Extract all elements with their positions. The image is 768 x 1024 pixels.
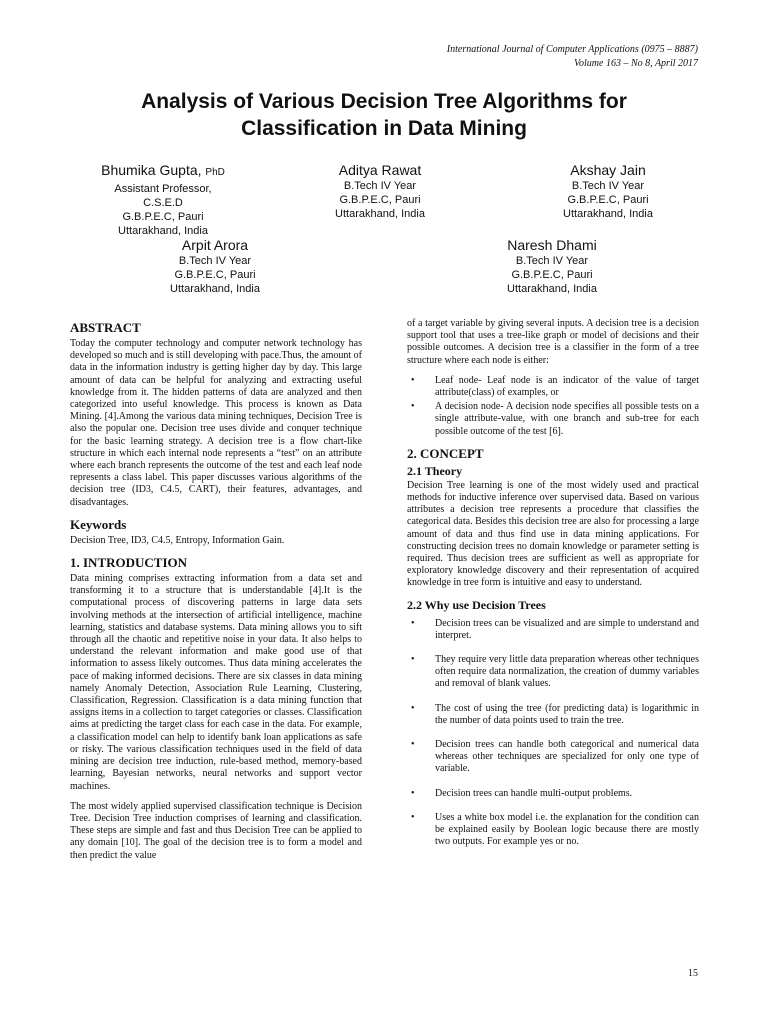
list-item: • Leaf node- Leaf node is an indicator of the value of target attribute(class) of examples, or — [411, 374, 699, 399]
author-affiliation: G.B.P.E.C, Pauri — [174, 269, 256, 281]
list-item: • Uses a white box model i.e. the explanation for the condition can be explained easily by Boolean logic because there are mostly two outputs. For example yes or no. — [411, 811, 699, 848]
title-line-2: Classification in Data Mining — [241, 117, 527, 140]
author-name: Akshay Jain — [570, 162, 646, 178]
title-line-1: Analysis of Various Decision Tree Algorithms for — [141, 90, 627, 113]
abstract-heading: ABSTRACT — [70, 320, 141, 335]
bullet-icon: • — [411, 702, 415, 714]
author-affiliation: G.B.P.E.C, Pauri — [511, 269, 593, 281]
bullet-icon: • — [411, 401, 415, 413]
bullet-icon: • — [411, 787, 415, 799]
author-affiliation: B.Tech IV Year — [571, 180, 645, 192]
author-affiliation: Uttarakhand, India — [507, 283, 597, 295]
journal-header — [447, 43, 698, 71]
bullet-icon: • — [411, 617, 415, 629]
list-item: • Decision trees can handle both categorical and numerical data whereas other techniques are specialized for only one type of variable. — [411, 739, 699, 775]
keywords-heading: Keywords — [70, 516, 127, 532]
author-affiliation: Uttarakhand, India — [170, 283, 260, 295]
author-affiliation: Uttarakhand, India — [335, 208, 425, 220]
author-affiliation: G.B.P.E.C, Pauri — [339, 194, 421, 206]
bullet-icon: • — [411, 654, 415, 666]
author-affiliation: Uttarakhand, India — [118, 225, 208, 237]
introduction-paragraph: Data mining comprises extracting information from a data set and transforming it to a structure that is understandable [4].It is the computational process of discovering patterns in large data sets involving methods at the intersection of artificial intelligence, machine learning, statistics and database systems. Data mining allows you to sift through all the chaotic and repetitive noise in your data. It also helps to understand the relevant information and make good use of that information to assess likely outcomes. Thus data mining accelerates the pace of making informed decisions. There are six classes in data mining namely Anomaly Detection, Association Rule Learning, Clustering, Classification, Regression. Classification is a data mining function that assigns items in a collection to target categories or classes. Classification aims at predicting the target class for each case in the data. For example, a classification model can help to identify bank loan applications as safe or risky. The various classification techniques used in the field of data mining are decision tree induction, rule-based method, memory-based learning, Bayesian networks, neural networks and support vector machines. — [70, 573, 362, 792]
list-item: • The cost of using the tree (for predicting data) is logarithmic in the number of data points used to train the tree. — [411, 702, 699, 726]
keywords-text: Decision Tree, ID3, C4.5, Entropy, Information Gain. — [70, 534, 285, 546]
author-name: Naresh Dhami — [507, 237, 597, 253]
left-column — [70, 318, 362, 870]
right-column — [407, 318, 699, 861]
bullet-icon: • — [411, 739, 415, 751]
author-affiliation: B.Tech IV Year — [515, 255, 589, 267]
author-affiliation: G.B.P.E.C, Pauri — [122, 211, 204, 223]
continued-paragraph: of a target variable by giving several inputs. A decision tree is a decision support tool that uses a tree-like graph or model of decisions and their possible outcomes. A decision tree is a classifier in the form of a tree structure where each node is either: — [407, 318, 699, 366]
bullet-icon: • — [411, 374, 415, 386]
list-item: • Decision trees can be visualized and are simple to understand and interpret. — [411, 617, 699, 641]
abstract-text: Today the computer technology and computer network technology has developed so much and is still developing with pace.Thus, the amount of data in the information industry is getting higher day by day. This large amount of data can be helpful for analyzing and extracting useful knowledge from it. The hidden patterns of data are analyzed and then categorized into useful knowledge. This process is known as Data Mining. [4].Among the various data mining techniques, Decision Tree is also the popular one. Decision tree uses divide and conquer technique for the basic learning strategy. A decision tree is a flow chart-like structure in which each internal node represents a “test” on an attribute where each branch represents the outcome of the test and each leaf node represents a class label. This paper discusses various algorithms of the decision tree (ID3, C4.5, CART), their features, advantages, and disadvantages. — [70, 338, 362, 508]
theory-paragraph: Decision Tree learning is one of the most widely used and practical methods for inductive inference over supervised data. Based on various attributes a decision tree represents a procedure that classifies the categorical data. Besides this decision tree are also for processing a large amount of data and thus find use in data mining applications. For constructing decision trees no domain knowledge or parameter setting is required. Thus decision trees are sufficient as well as appropriate for exploratory knowledge discovery and their representation of acquired knowledge in tree form is intuitive and easy to understand. — [407, 479, 699, 589]
author-degree: PhD — [205, 167, 225, 178]
list-item: • A decision node- A decision node specifies all possible tests on a single attribute-value, with one branch and sub-tree for each possible outcome of the test [6]. — [411, 401, 699, 437]
paper-title — [60, 88, 708, 142]
author-block — [533, 161, 683, 221]
author-block — [78, 161, 248, 238]
author-block — [305, 161, 455, 221]
why-heading: 2.2 Why use Decision Trees — [407, 597, 546, 612]
author-name: Arpit Arora — [181, 237, 249, 253]
author-affiliation: B.Tech IV Year — [178, 255, 252, 267]
introduction-heading: 1. INTRODUCTION — [70, 555, 188, 571]
journal-volume: Volume 163 – No 8, April 2017 — [574, 58, 698, 69]
list-item: • They require very little data preparation whereas other techniques often require data normalization, the creation of dummy variables and removal of blank values. — [411, 654, 699, 690]
author-affiliation: Assistant Professor, — [114, 183, 212, 195]
node-type-list — [407, 375, 699, 438]
author-affiliation: B.Tech IV Year — [343, 180, 417, 192]
theory-heading: 2.1 Theory — [407, 463, 463, 478]
bullet-icon: • — [411, 811, 415, 823]
author-affiliation: G.B.P.E.C, Pauri — [567, 194, 649, 206]
author-block — [140, 236, 290, 296]
concept-heading: 2. CONCEPT — [407, 445, 484, 461]
why-list — [407, 618, 699, 849]
list-item: • Decision trees can handle multi-output problems. — [411, 787, 633, 799]
page-number: 15 — [688, 968, 698, 979]
author-affiliation: Uttarakhand, India — [563, 208, 653, 220]
introduction-paragraph: The most widely applied supervised classification technique is Decision Tree. Decision Tree induction comprises of learning and classification. These steps are simple and fast and thus Decision Tree can be applied to any domain [10]. The goal of the decision tree is to form a model and then predict the value — [70, 800, 362, 861]
author-name: Bhumika Gupta, — [101, 162, 202, 178]
journal-name: International Journal of Computer Applications (0975 – 8887) — [446, 44, 698, 55]
author-block — [477, 236, 627, 296]
author-affiliation: C.S.E.D — [143, 197, 183, 209]
author-name: Aditya Rawat — [338, 162, 422, 178]
